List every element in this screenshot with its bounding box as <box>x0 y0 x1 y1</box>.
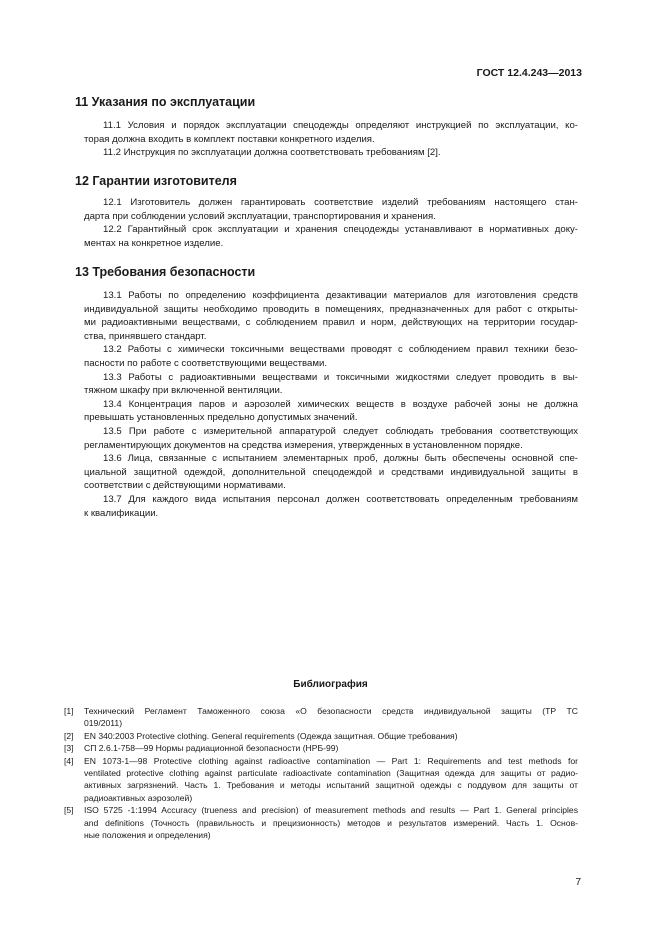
bibliography-title: Библиография <box>293 679 368 690</box>
paragraph <box>84 146 578 160</box>
paragraph-line: ми радиоактивными веществами, с соблюдением правил и норм, действующих на территории государ- <box>84 317 578 329</box>
reference-line: 019/2011) <box>84 718 123 729</box>
paragraph-line: 11.2 Инструкция по эксплуатации должна соответствовать требованиям [2]. <box>103 147 441 159</box>
bibliography-entry <box>64 755 578 805</box>
paragraph <box>84 223 578 250</box>
reference-line: EN 340:2003 Protective clothing. General requirements (Одежда защитная. Общие требования) <box>84 730 458 741</box>
paragraph-line: 13.3 Работы с радиоактивными веществами и токсичными жидкостями следует проводить в вы- <box>103 371 578 383</box>
paragraph-line: превышать установленных предельно допустимых значений. <box>84 412 358 424</box>
section-12-title: 12 Гарантии изготовителя <box>75 174 237 188</box>
paragraph <box>84 493 578 520</box>
paragraph-line: 13.5 При работе с измерительной аппаратурой следует соблюдать требования соответствующих <box>103 425 578 437</box>
paragraph <box>84 119 578 146</box>
reference-number: [4] <box>64 755 74 766</box>
section-12-body <box>84 196 578 250</box>
paragraph-line: к квалификации. <box>84 507 159 519</box>
reference-line: Технический Регламент Таможенного союза «О безопасности средств индивидуальной защиты (ТР ТС <box>84 706 578 716</box>
reference-line: СП 2.6.1-758—99 Нормы радиационной безопасности (НРБ-99) <box>84 743 339 754</box>
paragraph-line: соответствии с действующими нормативами. <box>84 480 286 492</box>
paragraph <box>84 398 578 425</box>
section-13-title: 13 Требования безопасности <box>75 265 256 279</box>
section-13-body <box>84 289 578 520</box>
bibliography-list <box>64 705 578 841</box>
reference-number: [5] <box>64 805 74 816</box>
paragraph <box>84 196 578 223</box>
reference-line: and definitions (Точность (правильность и прецизионность) методов и результатов измерений. Часть 1. Основ- <box>84 817 578 828</box>
reference-number: [1] <box>64 706 74 716</box>
paragraph <box>84 343 578 370</box>
paragraph-line: 12.1 Изготовитель должен гарантировать соответствие изделий требованиям настоящего стан- <box>103 197 578 208</box>
document-header: ГОСТ 12.4.243—2013 <box>476 67 582 79</box>
reference-line: радиоактивных аэрозолей) <box>84 792 193 803</box>
paragraph-line: 13.1 Работы по определению коэффициента дезактивации материалов для изготовления средств <box>103 290 578 301</box>
reference-number: [2] <box>64 730 74 741</box>
paragraph-line: индивидуальной защиты необходимо проводить в помещениях, предназначенных для работ с открыты- <box>84 303 578 315</box>
reference-number: [3] <box>64 743 74 754</box>
reference-line: активных загрязнений. Часть 1. Требования и методы испытаний защитной одежды с поддувом для защиты от <box>84 780 578 791</box>
bibliography-entry <box>64 730 578 742</box>
page-number: 7 <box>575 877 581 888</box>
reference-line: ISO 5725 -1:1994 Accuracy (trueness and precision) of measurement methods and results — Part 1. General principles <box>84 805 578 816</box>
paragraph-line: пасности по работе с соответствующими веществами. <box>84 357 327 369</box>
paragraph-line: 13.4 Концентрация паров и аэрозолей химических веществ в воздухе рабочей зоны не должна <box>103 398 578 410</box>
section-11-title: 11 Указания по эксплуатации <box>75 95 256 109</box>
bibliography-entry <box>64 804 578 841</box>
reference-line: ные положения и определения) <box>84 829 211 840</box>
paragraph <box>84 425 578 452</box>
paragraph <box>84 371 578 398</box>
reference-line: ventilated protective clothing against particulate radioactivate contamination (Защитная одежда для защиты от радио- <box>84 767 578 778</box>
bibliography-entry <box>64 742 578 754</box>
paragraph-line: циальной защитной одеждой, дополнительной спецодеждой и средствами индивидуальной защиты в <box>84 466 578 478</box>
paragraph-line: ментах на конкретное изделие. <box>84 237 224 249</box>
paragraph-line: ства, принявшего стандарт. <box>84 330 207 342</box>
bibliography-entry <box>64 705 578 730</box>
paragraph-line: 13.7 Для каждого вида испытания персонал должен соответствовать определенным требованиям <box>103 493 578 505</box>
section-11-body <box>84 119 578 160</box>
paragraph-line: 11.1 Условия и порядок эксплуатации спецодежды определяют инструкцией по эксплуатации, ко- <box>103 120 578 131</box>
paragraph-line: тяжном шкафу при включенной вентиляции. <box>84 385 283 397</box>
paragraph-line: 13.2 Работы с химически токсичными веществами проводят с соблюдением правил техники безо- <box>103 344 578 356</box>
paragraph-line: регламентирующих документов на средства измерения, утвержденных в установленном порядке. <box>84 439 523 451</box>
paragraph <box>84 289 578 343</box>
reference-line: EN 1073-1—98 Protective clothing against radioactive contamination — Part 1: Requirements and test methods for <box>84 755 578 766</box>
paragraph-line: торая должна входить в комплект поставки конкретного изделия. <box>84 133 375 145</box>
paragraph <box>84 452 578 493</box>
paragraph-line: дарта при соблюдении условий эксплуатации, транспортирования и хранения. <box>84 210 436 222</box>
paragraph-line: 13.6 Лица, связанные с испытанием элементарных проб, должны быть обеспечены основной спе- <box>103 453 578 465</box>
paragraph-line: 12.2 Гарантийный срок эксплуатации и хранения спецодежды устанавливают в нормативных доку- <box>103 224 578 236</box>
